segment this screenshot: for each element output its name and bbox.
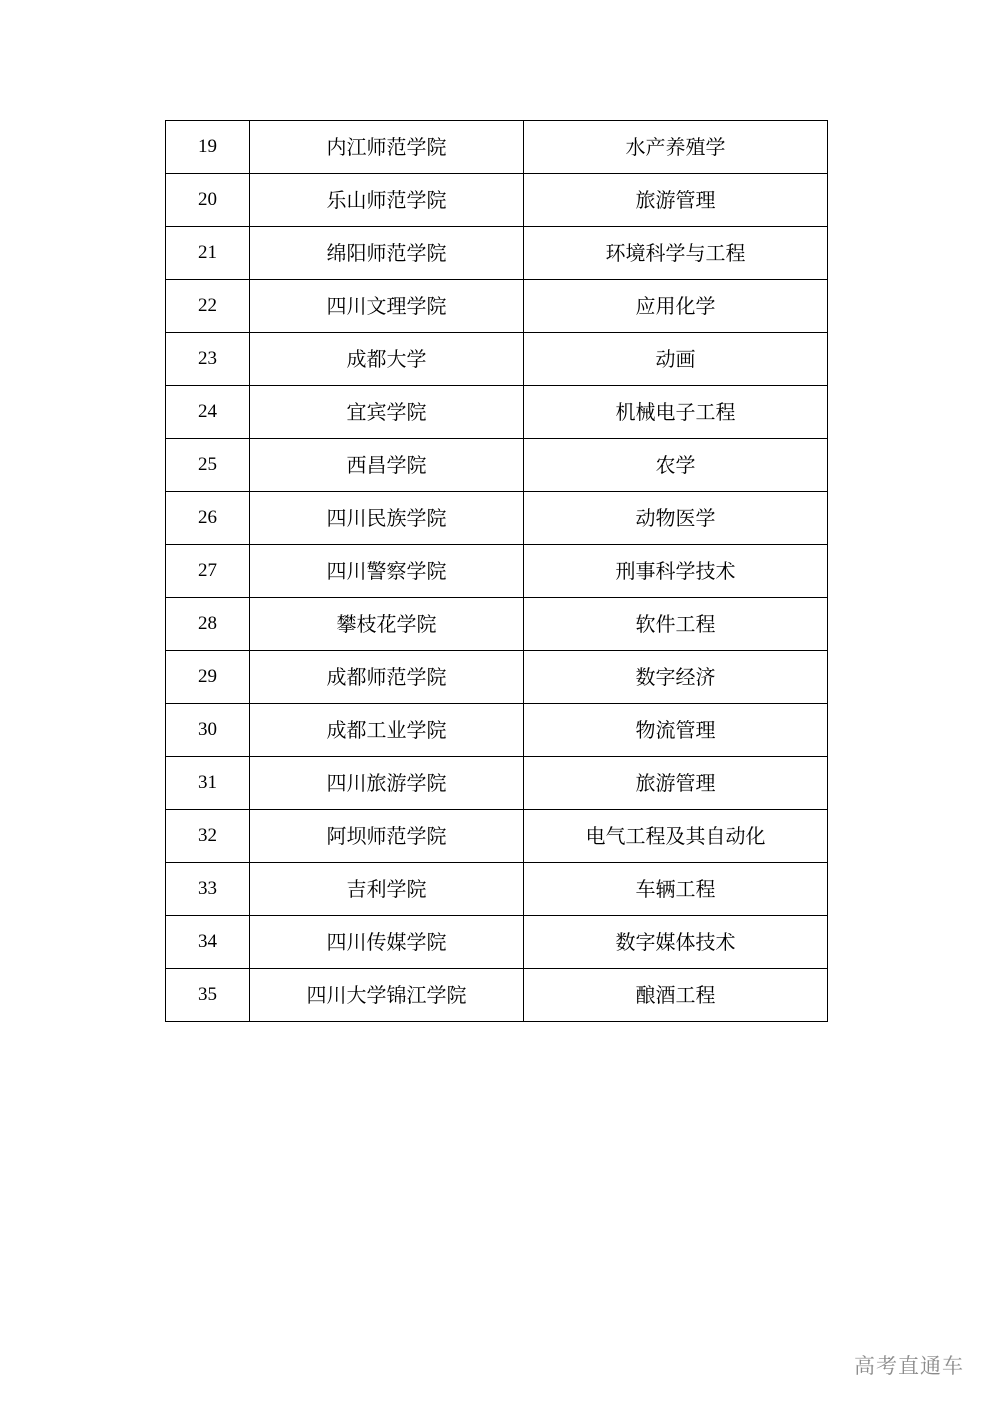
school-name-cell: 四川大学锦江学院 bbox=[250, 969, 524, 1022]
school-name-cell: 成都师范学院 bbox=[250, 651, 524, 704]
school-name-cell: 西昌学院 bbox=[250, 439, 524, 492]
row-number-cell: 30 bbox=[166, 704, 250, 757]
row-number-cell: 32 bbox=[166, 810, 250, 863]
row-number-cell: 35 bbox=[166, 969, 250, 1022]
school-name-cell: 四川民族学院 bbox=[250, 492, 524, 545]
school-name-cell: 成都大学 bbox=[250, 333, 524, 386]
school-name-cell: 攀枝花学院 bbox=[250, 598, 524, 651]
table-row bbox=[166, 492, 828, 545]
major-name-cell: 数字媒体技术 bbox=[524, 916, 828, 969]
row-number-cell: 34 bbox=[166, 916, 250, 969]
major-name-cell: 数字经济 bbox=[524, 651, 828, 704]
row-number-cell: 31 bbox=[166, 757, 250, 810]
school-name-cell: 四川旅游学院 bbox=[250, 757, 524, 810]
row-number-cell: 26 bbox=[166, 492, 250, 545]
table-row bbox=[166, 386, 828, 439]
major-name-cell: 应用化学 bbox=[524, 280, 828, 333]
table-row bbox=[166, 810, 828, 863]
major-name-cell: 刑事科学技术 bbox=[524, 545, 828, 598]
table-row bbox=[166, 651, 828, 704]
major-name-cell: 软件工程 bbox=[524, 598, 828, 651]
row-number-cell: 29 bbox=[166, 651, 250, 704]
major-name-cell: 车辆工程 bbox=[524, 863, 828, 916]
row-number-cell: 21 bbox=[166, 227, 250, 280]
table-row bbox=[166, 704, 828, 757]
table-row bbox=[166, 280, 828, 333]
row-number-cell: 19 bbox=[166, 121, 250, 174]
table-row bbox=[166, 863, 828, 916]
watermark-text: 高考直通车 bbox=[854, 1354, 964, 1378]
row-number-cell: 33 bbox=[166, 863, 250, 916]
major-name-cell: 电气工程及其自动化 bbox=[524, 810, 828, 863]
row-number-cell: 22 bbox=[166, 280, 250, 333]
table-row bbox=[166, 333, 828, 386]
row-number-cell: 27 bbox=[166, 545, 250, 598]
major-name-cell: 动画 bbox=[524, 333, 828, 386]
school-name-cell: 四川传媒学院 bbox=[250, 916, 524, 969]
major-name-cell: 环境科学与工程 bbox=[524, 227, 828, 280]
row-number-cell: 25 bbox=[166, 439, 250, 492]
school-name-cell: 四川警察学院 bbox=[250, 545, 524, 598]
major-name-cell: 物流管理 bbox=[524, 704, 828, 757]
table-body bbox=[166, 121, 828, 1022]
school-name-cell: 绵阳师范学院 bbox=[250, 227, 524, 280]
university-major-table bbox=[165, 120, 828, 1022]
table-row bbox=[166, 227, 828, 280]
table-row bbox=[166, 916, 828, 969]
major-name-cell: 酿酒工程 bbox=[524, 969, 828, 1022]
table-row bbox=[166, 598, 828, 651]
table-row bbox=[166, 545, 828, 598]
major-name-cell: 水产养殖学 bbox=[524, 121, 828, 174]
major-name-cell: 农学 bbox=[524, 439, 828, 492]
table-row bbox=[166, 121, 828, 174]
school-name-cell: 成都工业学院 bbox=[250, 704, 524, 757]
school-name-cell: 吉利学院 bbox=[250, 863, 524, 916]
major-name-cell: 旅游管理 bbox=[524, 174, 828, 227]
row-number-cell: 20 bbox=[166, 174, 250, 227]
table-row bbox=[166, 969, 828, 1022]
school-name-cell: 四川文理学院 bbox=[250, 280, 524, 333]
school-name-cell: 内江师范学院 bbox=[250, 121, 524, 174]
major-name-cell: 动物医学 bbox=[524, 492, 828, 545]
major-name-cell: 旅游管理 bbox=[524, 757, 828, 810]
school-name-cell: 阿坝师范学院 bbox=[250, 810, 524, 863]
school-name-cell: 乐山师范学院 bbox=[250, 174, 524, 227]
row-number-cell: 23 bbox=[166, 333, 250, 386]
table-row bbox=[166, 439, 828, 492]
row-number-cell: 24 bbox=[166, 386, 250, 439]
school-name-cell: 宜宾学院 bbox=[250, 386, 524, 439]
row-number-cell: 28 bbox=[166, 598, 250, 651]
table-row bbox=[166, 174, 828, 227]
table-row bbox=[166, 757, 828, 810]
major-name-cell: 机械电子工程 bbox=[524, 386, 828, 439]
